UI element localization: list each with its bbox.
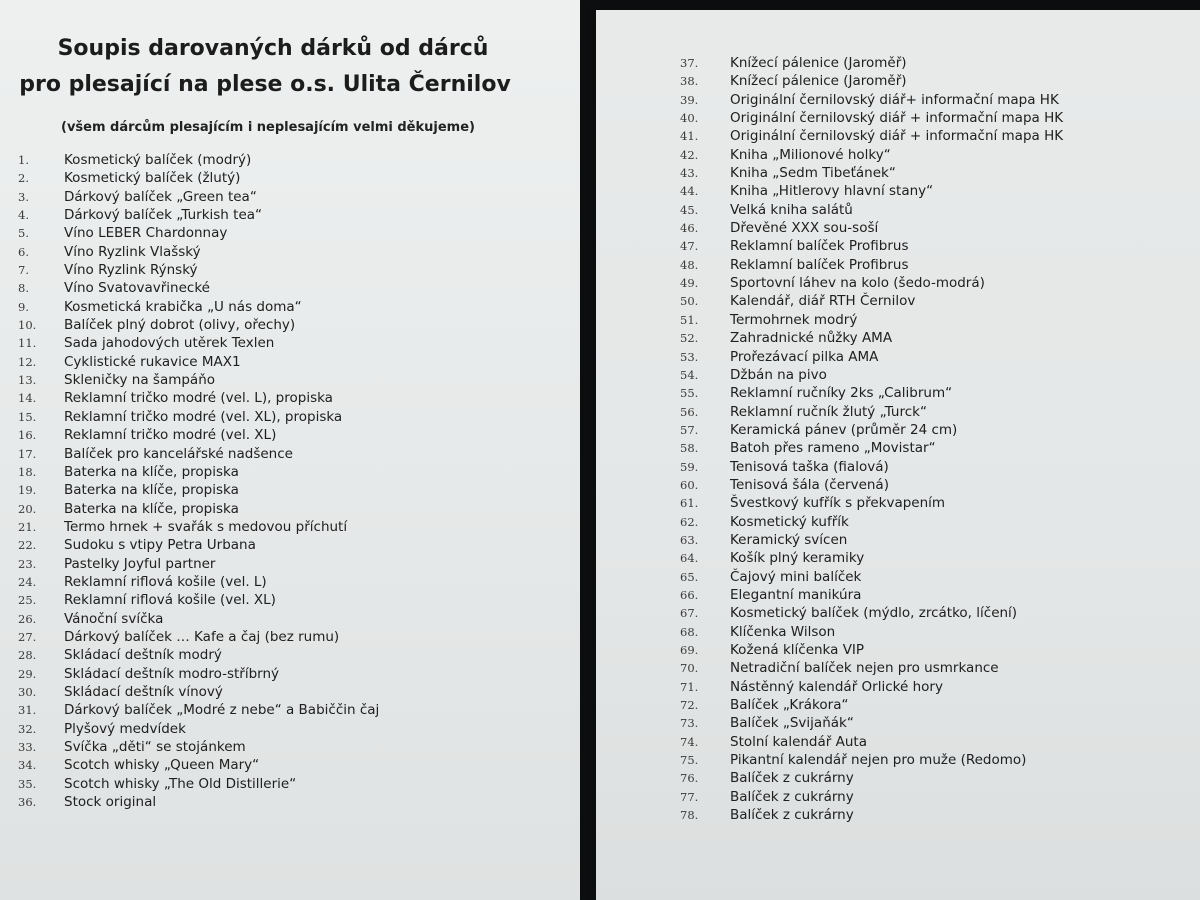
- gift-number: 69.: [680, 643, 699, 657]
- gift-number: 29.: [18, 666, 37, 681]
- gift-name: Kosmetický balíček (mýdlo, zrcátko, líčení): [730, 605, 1018, 622]
- gift-number: 77.: [680, 789, 699, 804]
- gift-row: [680, 365, 1063, 383]
- gift-name: Víno Ryzlink Rýnský: [64, 262, 198, 279]
- gift-row: [680, 218, 1063, 236]
- gift-name: Sada jahodových utěrek Texlen: [64, 335, 275, 352]
- gift-row: [18, 444, 379, 462]
- gift-row: [680, 163, 1063, 181]
- gift-number: 1.: [18, 153, 29, 167]
- gift-name: Batoh přes rameno „Movistar“: [730, 440, 936, 457]
- gift-row: [680, 713, 1063, 731]
- gift-number: 6.: [18, 244, 29, 259]
- document-subtitle: (všem dárcům plesajícím i neplesajícím velmi děkujeme): [61, 120, 475, 135]
- gift-name: Keramický svícen: [730, 531, 848, 548]
- gift-name: Pastelky Joyful partner: [64, 555, 216, 572]
- gift-row: [680, 383, 1063, 401]
- gift-row: [680, 750, 1063, 768]
- gift-name: Velká kniha salátů: [730, 201, 853, 218]
- gift-number: 66.: [680, 587, 699, 602]
- gift-number: 16.: [18, 428, 37, 443]
- gift-name: Čajový mini balíček: [730, 568, 862, 585]
- gift-number: 47.: [680, 239, 699, 254]
- gift-list-left: [18, 150, 379, 810]
- gift-name: Reklamní tričko modré (vel. XL): [64, 427, 277, 444]
- gift-row: [680, 677, 1063, 695]
- gift-row: [18, 315, 379, 333]
- gift-name: Kniha „Milionové holky“: [730, 146, 891, 163]
- gift-number: 78.: [680, 808, 699, 823]
- gift-row: [18, 774, 379, 792]
- gift-row: [680, 53, 1063, 71]
- gift-name: Elegantní manikúra: [730, 586, 862, 603]
- gift-name: Plyšový medvídek: [64, 720, 186, 737]
- gift-name: Dárkový balíček „Green tea“: [64, 188, 257, 205]
- gift-row: [18, 462, 379, 480]
- gift-row: [18, 645, 379, 663]
- gift-number: 11.: [18, 336, 37, 351]
- gift-number: 48.: [680, 257, 699, 272]
- gift-number: 52.: [680, 331, 699, 346]
- gift-name: Klíčenka Wilson: [730, 623, 836, 640]
- gift-number: 26.: [18, 611, 37, 626]
- gift-row: [680, 402, 1063, 420]
- gift-name: Kosmetický balíček (žlutý): [64, 170, 241, 187]
- gift-row: [680, 603, 1063, 621]
- gift-name: Balíček „Svijaňák“: [730, 715, 854, 732]
- gift-row: [680, 71, 1063, 89]
- gift-name: Skládací deštník modrý: [64, 647, 222, 664]
- gift-name: Stock original: [64, 794, 157, 811]
- gift-number: 54.: [680, 367, 699, 382]
- gift-number: 3.: [18, 189, 29, 204]
- gift-row: [18, 627, 379, 645]
- gift-row: [18, 205, 379, 223]
- gift-name: Reklamní riflová košile (vel. XL): [64, 592, 276, 609]
- gift-row: [18, 755, 379, 773]
- gift-number: 57.: [680, 422, 699, 437]
- gift-number: 73.: [680, 716, 699, 731]
- gift-row: [680, 310, 1063, 328]
- gift-number: 37.: [680, 56, 699, 70]
- gift-row: [18, 792, 379, 810]
- gift-row: [680, 145, 1063, 163]
- gift-name: Balíček z cukrárny: [730, 788, 854, 805]
- gift-name: Originální černilovský diář+ informační mapa HK: [730, 91, 1059, 108]
- gift-row: [18, 370, 379, 388]
- gift-row: [18, 352, 379, 370]
- gift-number: 13.: [18, 373, 37, 388]
- gift-row: [18, 719, 379, 737]
- gift-number: 23.: [18, 556, 37, 571]
- gift-number: 75.: [680, 753, 699, 768]
- gift-number: 42.: [680, 147, 699, 162]
- gift-number: 21.: [18, 519, 37, 534]
- gift-number: 30.: [18, 684, 37, 699]
- gift-number: 24.: [18, 574, 37, 589]
- gift-number: 27.: [18, 629, 37, 644]
- gift-name: Dárkový balíček „Turkish tea“: [64, 207, 263, 224]
- gift-name: Kniha „Hitlerovy hlavní stany“: [730, 183, 934, 200]
- gift-row: [680, 512, 1063, 530]
- gift-number: 56.: [680, 404, 699, 419]
- gift-number: 62.: [680, 514, 699, 529]
- gift-name: Reklamní tričko modré (vel. L), propiska: [64, 390, 333, 407]
- gift-row: [18, 242, 379, 260]
- gift-number: 59.: [680, 459, 699, 474]
- gift-name: Pikantní kalendář nejen pro muže (Redomo): [730, 752, 1027, 769]
- gift-row: [18, 388, 379, 406]
- gift-row: [680, 585, 1063, 603]
- gift-row: [680, 347, 1063, 365]
- gift-row: [18, 535, 379, 553]
- gift-row: [680, 328, 1063, 346]
- gift-name: Džbán na pivo: [730, 366, 827, 383]
- gift-name: Tenisová taška (fialová): [730, 458, 889, 475]
- gift-name: Baterka na klíče, propiska: [64, 463, 239, 480]
- gift-number: 31.: [18, 703, 37, 718]
- gift-row: [18, 297, 379, 315]
- gift-number: 63.: [680, 532, 699, 547]
- gift-name: Sportovní láhev na kolo (šedo-modrá): [730, 275, 985, 292]
- gift-row: [680, 126, 1063, 144]
- gift-name: Reklamní tričko modré (vel. XL), propiska: [64, 408, 343, 425]
- gift-name: Kosmetický balíček (modrý): [64, 152, 252, 168]
- gift-name: Víno Svatovavřinecké: [64, 280, 210, 297]
- gift-row: [18, 407, 379, 425]
- gift-number: 55.: [680, 386, 699, 401]
- gift-name: Skleničky na šampáňo: [64, 372, 216, 389]
- gift-row: [18, 517, 379, 535]
- gift-row: [680, 255, 1063, 273]
- gift-row: [18, 187, 379, 205]
- gift-number: 70.: [680, 661, 699, 676]
- gift-number: 20.: [18, 501, 37, 516]
- gift-number: 74.: [680, 734, 699, 749]
- gift-name: Dárkový balíček … Kafe a čaj (bez rumu): [64, 628, 340, 645]
- gift-name: Scotch whisky „The Old Distillerie“: [64, 775, 297, 792]
- gift-name: Reklamní ručníky 2ks „Calibrum“: [730, 385, 953, 402]
- gift-number: 60.: [680, 477, 699, 492]
- gift-name: Baterka na klíče, propiska: [64, 482, 239, 499]
- gift-name: Balíček plný dobrot (olivy, ořechy): [64, 317, 296, 334]
- gift-name: Skládací deštník modro-stříbrný: [64, 665, 280, 682]
- gift-number: 18.: [18, 464, 37, 479]
- gift-name: Kosmetický kufřík: [730, 513, 849, 530]
- gift-number: 35.: [18, 776, 37, 791]
- gift-name: Nástěnný kalendář Orlické hory: [730, 678, 943, 695]
- gift-number: 43.: [680, 166, 699, 181]
- gift-row: [18, 168, 379, 186]
- gift-number: 25.: [18, 593, 37, 608]
- gift-row: [680, 90, 1063, 108]
- gift-number: 12.: [18, 354, 37, 369]
- gift-number: 19.: [18, 483, 37, 498]
- gift-number: 22.: [18, 538, 37, 553]
- gift-row: [18, 554, 379, 572]
- gift-number: 67.: [680, 606, 699, 621]
- gift-row: [680, 787, 1063, 805]
- gift-row: [680, 273, 1063, 291]
- gift-number: 44.: [680, 184, 699, 199]
- gift-number: 64.: [680, 551, 699, 566]
- gift-name: Dárkový balíček „Modré z nebe“ a Babiččin čaj: [64, 702, 380, 719]
- gift-number: 72.: [680, 698, 699, 713]
- gift-number: 38.: [680, 74, 699, 89]
- gift-name: Kosmetická krabička „U nás doma“: [64, 298, 302, 315]
- gift-number: 45.: [680, 202, 699, 217]
- gift-row: [18, 278, 379, 296]
- gift-row: [18, 664, 379, 682]
- gift-name: Knížecí pálenice (Jaroměř): [730, 55, 907, 71]
- gift-row: [680, 291, 1063, 309]
- gift-row: [18, 223, 379, 241]
- gift-number: 50.: [680, 294, 699, 309]
- gift-name: Termo hrnek + svařák s medovou příchutí: [64, 518, 348, 535]
- gift-row: [680, 622, 1063, 640]
- gift-number: 68.: [680, 624, 699, 639]
- gift-name: Kalendář, diář RTH Černilov: [730, 293, 916, 310]
- gift-row: [18, 260, 379, 278]
- gift-number: 49.: [680, 276, 699, 291]
- gift-number: 39.: [680, 92, 699, 107]
- gift-row: [680, 530, 1063, 548]
- gift-number: 41.: [680, 129, 699, 144]
- gift-name: Prořezávací pilka AMA: [730, 348, 879, 365]
- gift-name: Svíčka „děti“ se stojánkem: [64, 739, 246, 755]
- gift-number: 32.: [18, 721, 37, 736]
- gift-row: [18, 333, 379, 351]
- gift-name: Originální černilovský diář + informační mapa HK: [730, 128, 1064, 145]
- gift-name: Stolní kalendář Auta: [730, 733, 867, 750]
- gift-name: Švestkový kufřík s překvapením: [730, 495, 946, 512]
- gift-row: [18, 609, 379, 627]
- gift-name: Balíček „Krákora“: [730, 697, 849, 714]
- gift-row: [18, 590, 379, 608]
- gift-row: [680, 420, 1063, 438]
- gift-row: [680, 236, 1063, 254]
- gift-row: [680, 200, 1063, 218]
- gift-name: Baterka na klíče, propiska: [64, 500, 239, 517]
- gift-row: [680, 732, 1063, 750]
- document-title-line-2: pro plesající na plese o.s. Ulita Černilov: [19, 72, 511, 97]
- gift-number: 51.: [680, 312, 699, 327]
- gift-number: 53.: [680, 349, 699, 364]
- gift-name: Reklamní ručník žlutý „Turck“: [730, 403, 927, 420]
- gift-row: [680, 493, 1063, 511]
- gift-number: 15.: [18, 409, 37, 424]
- gift-row: [680, 438, 1063, 456]
- gift-name: Scotch whisky „Queen Mary“: [64, 757, 260, 774]
- gift-name: Košík plný keramiky: [730, 550, 865, 567]
- gift-row: [18, 425, 379, 443]
- gift-name: Termohrnek modrý: [730, 311, 858, 328]
- gift-number: 76.: [680, 771, 699, 786]
- gift-name: Skládací deštník vínový: [64, 683, 223, 700]
- gift-row: [680, 768, 1063, 786]
- gift-row: [680, 475, 1063, 493]
- gift-name: Víno LEBER Chardonnay: [64, 225, 228, 242]
- gift-row: [680, 108, 1063, 126]
- gift-name: Zahradnické nůžky AMA: [730, 330, 893, 347]
- gift-name: Originální černilovský diář + informační mapa HK: [730, 110, 1064, 127]
- gift-row: [18, 572, 379, 590]
- gift-row: [18, 499, 379, 517]
- gift-number: 28.: [18, 648, 37, 663]
- gift-number: 36.: [18, 795, 37, 810]
- gift-number: 61.: [680, 496, 699, 511]
- gift-row: [680, 181, 1063, 199]
- gift-name: Vánoční svíčka: [64, 610, 164, 627]
- gift-row: [680, 658, 1063, 676]
- gift-number: 5.: [18, 226, 29, 241]
- gift-name: Sudoku s vtipy Petra Urbana: [64, 537, 256, 554]
- gift-number: 17.: [18, 446, 37, 461]
- gift-row: [680, 567, 1063, 585]
- gift-row: [18, 480, 379, 498]
- gift-number: 10.: [18, 318, 37, 333]
- gift-name: Kožená klíčenka VIP: [730, 642, 865, 658]
- gift-row: [18, 682, 379, 700]
- gift-number: 7.: [18, 263, 29, 278]
- gift-row: [680, 695, 1063, 713]
- gift-row: [18, 737, 379, 755]
- gift-name: Cyklistické rukavice MAX1: [64, 353, 241, 370]
- gift-name: Dřevěné XXX sou-soší: [730, 220, 879, 237]
- gift-name: Reklamní balíček Profibrus: [730, 256, 909, 273]
- gift-number: 34.: [18, 758, 37, 773]
- gift-row: [18, 700, 379, 718]
- gift-name: Reklamní riflová košile (vel. L): [64, 573, 267, 590]
- gift-number: 58.: [680, 441, 699, 456]
- gift-name: Netradiční balíček nejen pro usmrkance: [730, 660, 999, 677]
- document-title-line-1: Soupis darovaných dárků od dárců: [57, 36, 489, 61]
- gift-number: 33.: [18, 740, 37, 754]
- gift-number: 14.: [18, 391, 37, 406]
- gift-name: Balíček z cukrárny: [730, 770, 854, 787]
- gift-name: Keramická pánev (průměr 24 cm): [730, 421, 958, 438]
- gift-number: 2.: [18, 171, 29, 186]
- gift-row: [680, 457, 1063, 475]
- gift-number: 65.: [680, 569, 699, 584]
- gift-number: 71.: [680, 679, 699, 694]
- gift-row: [18, 150, 379, 168]
- gift-name: Reklamní balíček Profibrus: [730, 238, 909, 255]
- gift-name: Víno Ryzlink Vlašský: [64, 243, 201, 260]
- gift-number: 40.: [680, 111, 699, 126]
- gift-name: Balíček z cukrárny: [730, 807, 854, 824]
- gift-number: 9.: [18, 299, 29, 314]
- gift-number: 8.: [18, 281, 29, 296]
- gift-name: Tenisová šála (červená): [730, 476, 889, 493]
- gift-number: 46.: [680, 221, 699, 236]
- gift-name: Kniha „Sedm Tibeťánek“: [730, 165, 896, 182]
- gift-row: [680, 640, 1063, 658]
- gift-name: Knížecí pálenice (Jaroměř): [730, 73, 907, 90]
- gift-name: Balíček pro kancelářské nadšence: [64, 445, 293, 462]
- gift-row: [680, 548, 1063, 566]
- gift-number: 4.: [18, 208, 29, 223]
- gift-row: [680, 805, 1063, 823]
- gift-list-right: [680, 53, 1063, 823]
